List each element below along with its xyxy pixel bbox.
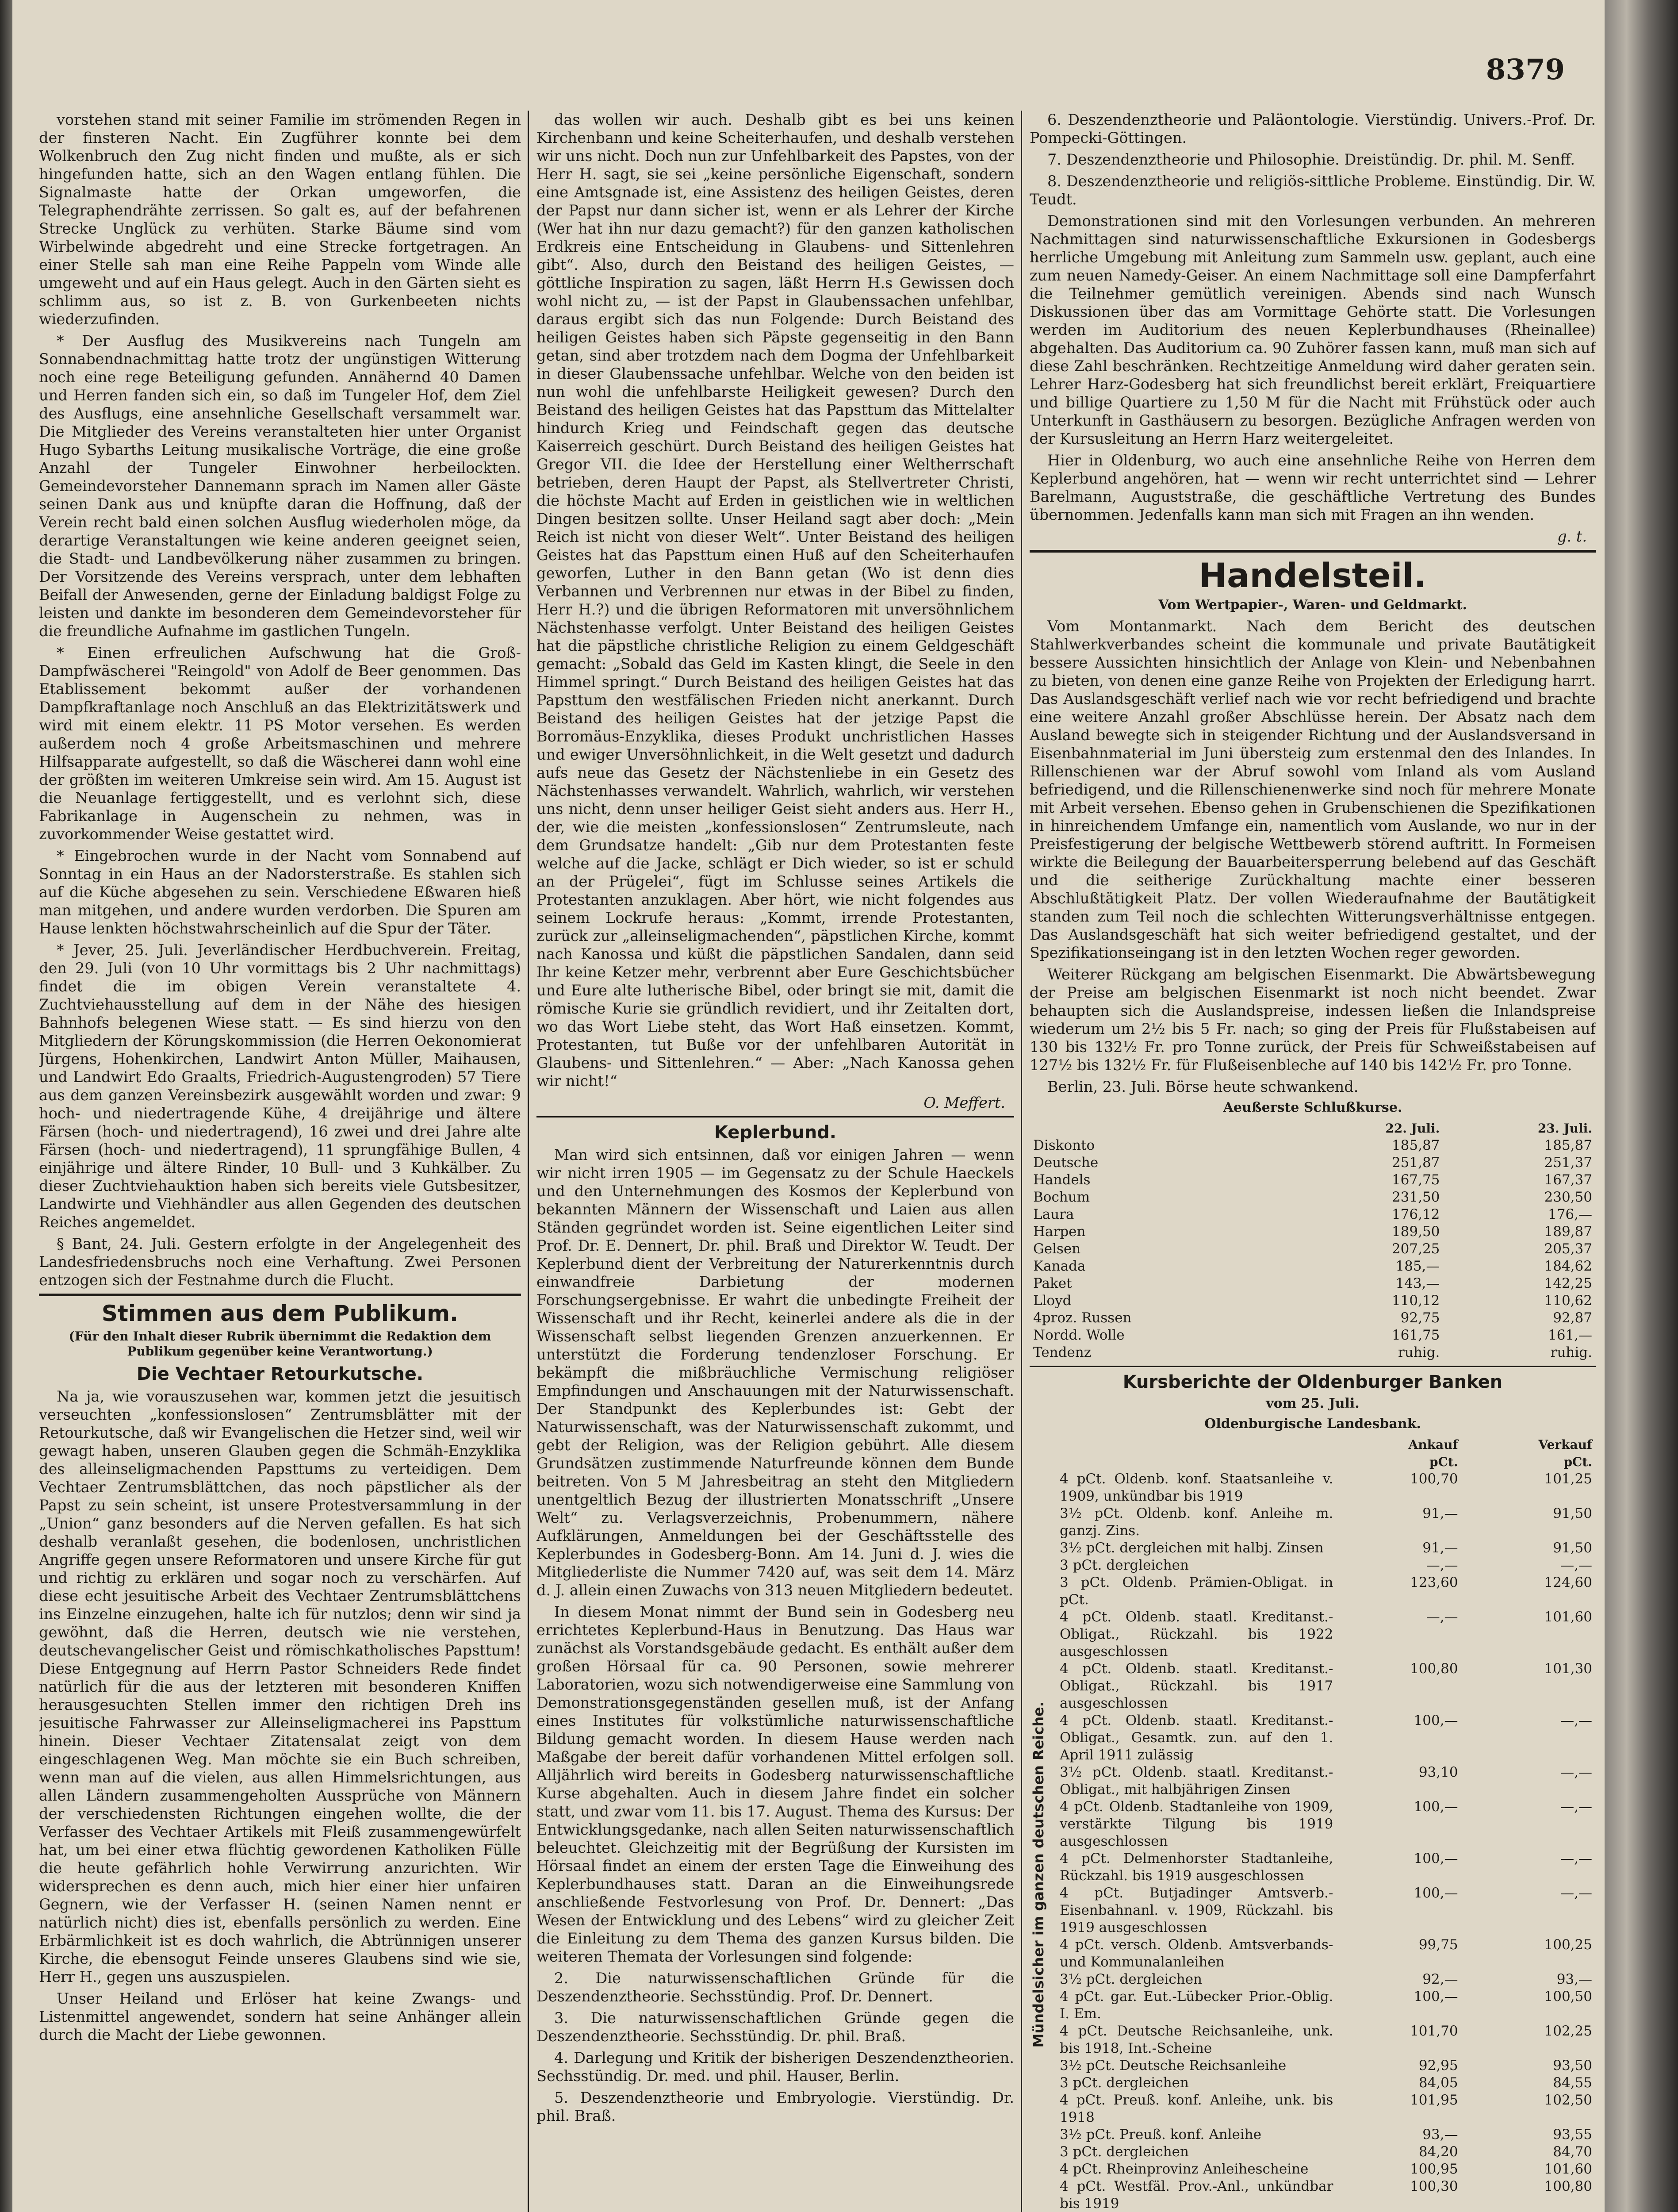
price-cell: 167,37 — [1544, 1172, 1592, 1188]
column-2 — [536, 111, 1014, 2212]
price-cell: 93,— — [1422, 2127, 1458, 2143]
security-name: Diskonto — [1033, 1137, 1095, 1153]
price-cell: 101,25 — [1544, 1471, 1592, 1487]
security-name: 3 pCt. dergleichen — [1060, 2075, 1189, 2091]
lecture-item: 4. Darlegung und Kritik der bisherigen Deszendenztheorien. Sechsstündig. Dr. med. und phil. Hauser, Berlin. — [536, 2049, 1014, 2085]
price-cell: 93,50 — [1553, 2058, 1592, 2074]
price-cell: 100,25 — [1544, 1937, 1592, 1953]
price-cell: 84,05 — [1418, 2075, 1458, 2091]
security-name: 3 pCt. Oldenb. Prämien-Obligat. in pCt. — [1060, 1575, 1333, 1608]
security-name: 3 pCt. dergleichen — [1060, 1557, 1189, 1573]
retourkutsche-text: Na ja, wie vorauszusehen war, kommen jetzt die jesuitisch verseuchten „konfessionslosen“ Zentrumsblätter mit der Retourkutsche, daß wir Evangelischen die Hetzer sind, weil wir gewagt haben, unseren Glauben gegen die Schmäh-Enzyklika des alleinseligmachenden Papsttums zu verteidigen. Dem Vechtaer Zentrumsblättchen, das noch päpstlicher als der Papst zu sein scheint, ist unsere Protestversammlung in der „Union“ ganz besonders auf die Nerven gefallen. Es hat sich deshalb veranlaßt gesehen, die bodenlosen, unchristlichen Angriffe gegen unsere Reformatoren und unsere Kirche für gut und richtig zu erklären und sogar noch zu verschärfen. Auf diese echt jesuitische Arbeit des Vechtaer Zentrumsblättchens ins Einzelne einzugehen, halte ich für nutzlos; denn wir sind ja gewöhnt, daß die Herren, deutsch wie nie verstehen, deutschevangelischer Geist und römischkatholisches Papsttum! Diese Entgegnung auf Herrn Pastor Schneiders Rede findet natürlich für die aus der letzteren mit besonderen Kniffen herausgesuchten Stellen immer den richtigen Dreh ins jesuitische Fahrwasser zur Alleinseligmacherei ins Papsttum hinein. Dieser Vechtaer Zitatensalat zeigt von dem eingeschlagenen Weg. Man möchte sie ein Buch schreiben, wenn man auf die vielen, aus allen Himmelsrichtungen, aus allen Ländern zusammengeholten Aussprüche von Männern der verschiedensten Richtungen eingehen wollte, die der Verfasser des Vechtaer Artikels mit Fleiß zusammengewürfelt hat, um bei einer etwa flüchtig gewordenen Katholiken Fülle die heute gefährlich hohle Verwirrung anzurichten. Wir widersprechen es denn auch, mich hier einer hier unfairen Gegnern, wie der Verfasser H. (seinen Namen nennt er natürlich nicht) dies ist, ebenfalls persönlich zu werden. Eine Erbärmlichkeit ist es doch wahrlich, die Abtrünnigen unserer Kirche, die ebensogut Feinde unseres Glaubens sind wie sie, Herr H., gegen uns auszuspielen. — [39, 1388, 521, 1985]
jever-article: * Jever, 25. Juli. Jeverländischer Herdbuchverein. Freitag, den 29. Juli (von 10 Uhr vormittags bis 2 Uhr nachmittags) findet die im obigen Verein veranstaltete 4. Zuchtviehausstellung auf dem in der Nähe des hiesigen Bahnhofs belegenen Wiese statt. — Es sind hierzu von den Mitgliedern der Körungskommission (die Herren Oekonomierat Jürgens, Hohenkirchen, Landwirt Anton Müller, Maihausen, und Landwirt Edo Graalts, Friedrich-Augustengroden) 57 Tiere aus dem ganzen Vereinsbezirk ausgewählt worden und zwar: 9 hoch- und niedertragende Kühe, 4 dreijährige und ältere Färsen (hoch- und niedertragend), 16 zwei und drei Jahre alte Färsen (hoch- und niedertragend), 11 sprungfähige Bullen, 4 einjährige und ältere Rinder, 10 Bull- und 3 Kuhkälber. Zu dieser Zuchtviehauktion haben sich bereits viele Gutsbesitzer, Landwirte und Viehhändler aus allen Gegenden des deutschen Reiches angemeldet. — [39, 941, 521, 1231]
table-row — [1030, 1344, 1596, 1361]
price-cell: 189,50 — [1391, 1224, 1440, 1240]
column-1 — [39, 111, 521, 2212]
price-cell: 91,— — [1422, 1540, 1458, 1556]
book-binding — [0, 0, 12, 2212]
table-row — [1056, 1574, 1596, 1609]
table-row — [1056, 1540, 1596, 1557]
price-cell: 84,20 — [1418, 2144, 1458, 2160]
table-row — [1056, 1712, 1596, 1764]
table-row — [1056, 1471, 1596, 1505]
kursberichte-date: vom 25. Juli. — [1266, 1396, 1360, 1411]
bank-name: Oldenburgische Landesbank. — [1204, 1416, 1421, 1432]
security-name: 4 pCt. Rheinprovinz Anleihescheine — [1060, 2161, 1309, 2177]
article-signature: O. Meffert. — [923, 1094, 1005, 1111]
table-row — [1056, 2092, 1596, 2126]
column-header: Ankauf pCt. — [1408, 1437, 1458, 1469]
table-row — [1030, 1171, 1596, 1189]
lecture-item: 8. Deszendenztheorie und religiös-sittliche Probleme. Einstündig. Dir. W. Teudt. — [1030, 173, 1596, 208]
table-row — [1056, 1798, 1596, 1850]
price-cell: 100,80 — [1410, 1661, 1458, 1677]
table-row — [1056, 2161, 1596, 2178]
storm-report: vorstehen stand mit seiner Familie im strömenden Regen in der finsteren Nacht. Ein Zugführer konnte bei dem Wolkenbruch den Zug nicht finden und mußte, als er sich hingefunden hatte, sich an den Wagen entlang fühlen. Die Signalmaste hatte der Orkan umgeworfen, die Telegraphendrähte zerrissen. So galt es, auf der befahrenen Strecke Unglück zu verhüten. Starke Bäume sind vom Wirbelwinde abgedreht und eine Strecke fortgetragen. An einer Stelle sah man eine Reihe Pappeln vom Winde alle umgeweht und auf ein Haus gelegt. Auch in den Gärten sieht es schlimm aus, so ist z. B. von Gurkenbeeten nichts wiederzufinden. — [39, 111, 521, 328]
column-rule — [1021, 111, 1022, 2212]
price-cell: 101,70 — [1410, 2023, 1458, 2039]
price-cell: 123,60 — [1410, 1575, 1458, 1590]
price-cell: 176,12 — [1391, 1206, 1440, 1222]
price-cell: 99,75 — [1418, 1937, 1458, 1953]
table-row — [1056, 1936, 1596, 1971]
security-name: 4 pCt. Oldenb. staatl. Kreditanst.-Obligat., Rückzahl. bis 1917 ausgeschlossen — [1060, 1661, 1333, 1711]
column-header: 23. Juli. — [1537, 1121, 1592, 1136]
price-cell: 100,95 — [1410, 2161, 1458, 2177]
security-name: 4 pCt. Preuß. konf. Anleihe, unk. bis 1918 — [1060, 2092, 1333, 2125]
waescherei-article: * Einen erfreulichen Aufschwung hat die Groß-Dampfwäscherei "Reingold" von Adolf de Beer genommen. Das Etablissement bekommt außer der vorhandenen Dampfkraftanlage noch Anschluß an das Elektrizitätswerk und wird mit einem elektr. 11 PS Motor versehen. Es werden außerdem noch 4 große Arbeitsmaschinen und mehrere Hilfsapparate aufgestellt, so daß die Wäscherei dann wohl eine der größten im weiteren Umkreise sein wird. Am 15. August ist die Neuanlage fertiggestellt, und es verlohnt sich, diese Fabrikanlage in Augenschein zu nehmen, was in zuvorkommender Weise gestattet wird. — [39, 644, 521, 843]
price-cell: 110,62 — [1544, 1293, 1592, 1309]
musikverein-article: * Der Ausflug des Musikvereins nach Tungeln am Sonnabendnachmittag hatte trotz der ungünstigen Witterung noch eine rege Beteiligung gefunden. Annähernd 40 Damen und Herren fanden sich ein, so daß im Tungeler Hof, dem Ziel des Ausflugs, eine ansehnliche Gesellschaft versammelt war. Die Mitglieder des Vereins veranstalteten hier unter Organist Hugo Sybarths Leitung musikalische Vorträge, die eine große Anzahl der Tungeler Einwohner herbeilockten. Gemeindevorsteher Dannemann sprach im Namen aller Gäste seinen Dank aus und knüpfte daran die Hoffnung, daß der Verein recht bald einen solchen Ausflug wiederholen möge, da derartige Veranstaltungen wie keine anderen geeignet seien, die Stadt- und Landbevölkerung näher zusammen zu bringen. Der Vorsitzende des Vereins versprach, unter dem lebhaften Beifall der Anwesenden, gerne der Einladung baldigst Folge zu leisten und dankte im besonderen dem Gemeindevorsteher für die freundliche Aufnahme im gastlichen Tungeln. — [39, 332, 521, 640]
page-number: 8379 — [1486, 53, 1565, 86]
security-name: 4 pCt. Deutsche Reichsanleihe, unk. bis 1918, Int.-Scheine — [1060, 2023, 1333, 2056]
security-name: 3½ pCt. Preuß. konf. Anleihe — [1060, 2127, 1262, 2143]
security-name: 4 pCt. gar. Eut.-Lübecker Prior.-Oblig. I. Em. — [1060, 1989, 1333, 2022]
price-cell: —,— — [1560, 1713, 1592, 1728]
price-cell: 101,60 — [1544, 1609, 1592, 1625]
price-cell: 161,75 — [1391, 1327, 1440, 1343]
table-row — [1056, 2023, 1596, 2057]
table-row — [1030, 1223, 1596, 1240]
price-cell: 102,50 — [1544, 2092, 1592, 2108]
security-name: Bochum — [1033, 1189, 1090, 1205]
security-name: 4 pCt. Delmenhorster Stadtanleihe, Rückzahl. bis 1919 ausgeschlossen — [1060, 1851, 1333, 1884]
price-cell: 230,50 — [1544, 1189, 1592, 1205]
security-name: Harpen — [1033, 1224, 1086, 1240]
price-cell: 100,30 — [1410, 2178, 1458, 2194]
price-cell: —,— — [1560, 1885, 1592, 1901]
price-cell: 93,55 — [1553, 2127, 1592, 2143]
security-name: 3½ pCt. dergleichen mit halbj. Zinsen — [1060, 1540, 1324, 1556]
table-row — [1056, 1885, 1596, 1936]
table-row — [1030, 1189, 1596, 1206]
price-cell: 185,87 — [1544, 1137, 1592, 1153]
table-row — [1030, 1206, 1596, 1223]
table-row — [1056, 1988, 1596, 2023]
table-row — [1030, 1240, 1596, 1258]
table-row — [1056, 1971, 1596, 1988]
newspaper-page — [12, 0, 1605, 2212]
article-signature: g. t. — [1557, 528, 1587, 545]
security-name: Gelsen — [1033, 1241, 1081, 1257]
price-cell: 251,37 — [1544, 1155, 1592, 1171]
security-name: Paket — [1033, 1275, 1072, 1291]
section-divider — [1030, 1366, 1596, 1367]
bant-article: § Bant, 24. Juli. Gestern erfolgte in der Angelegenheit des Landesfriedensbruchs noch eine Verhaftung. Zwei Personen entzogen sich der Festnahme durch die Flucht. — [39, 1235, 521, 1289]
lecture-item: 3. Die naturwissenschaftlichen Gründe gegen die Deszendenztheorie. Sechsstündig. Dr. phil. Braß. — [536, 2009, 1014, 2045]
keplerbund-text: Man wird sich entsinnen, daß vor einigen Jahren — wenn wir nicht irren 1905 — im Gegensatz zu der Schule Haeckels und den Unternehmungen des Kosmos der Keplerbund von bekannten Männern der Wissenschaft und Laien aus allen Ständen gegründet worden ist. Seine eigentlichen Leiter sind Prof. Dr. E. Dennert, Dr. phil. Braß und Direktor W. Teudt. Der Keplerbund dient der Verbreitung der Naturerkenntnis durch einwandfreie Darbietung der modernen Forschungsergebnisse. Er wahrt die unbedingte Freiheit der Wissenschaft und ihr Recht, keinerlei andere als die in der Wissenschaft selbst liegenden Grenzen anzuerkennen. Er unterstützt die Forderung tendenzloser Forschung. Er bekämpft die mißbräuchliche Vermischung religiöser Empfindungen und Anschauungen mit der Naturwissenschaft. Der Standpunkt des Keplerbundes ist: Gebt der Naturwissenschaft, was der Naturwissenschaft zukommt, und gebt der Religion, was der Religion gebührt. Alle diesem Grundsätzen zustimmende Naturfreunde können dem Bunde beitreten. Von 5 M Jahresbeitrag an steht den Mitgliedern unentgeltlich Bezug der illustrierten Monatsschrift „Unsere Welt“ zu. Verlagsverzeichnis, Probenummern, nähere Aufklärungen, Anmeldungen bei der Geschäftsstelle des Keplerbundes in Godesberg-Bonn. Am 14. Juni d. J. wies die Mitgliederliste die Nummer 7420 auf, was seit dem 14. März d. J. allein einen Zuwachs von 313 neuen Mitgliedern bedeutet. — [536, 1146, 1014, 1599]
handelsteil-heading: Handelsteil. — [1199, 556, 1427, 595]
price-cell: 185,— — [1395, 1258, 1440, 1274]
security-name: 4 pCt. Oldenb. staatl. Kreditanst.-Obligat., Gesamtk. zun. auf den 1. April 1911 zulässig — [1060, 1713, 1333, 1763]
price-cell: —,— — [1560, 1557, 1592, 1573]
column-header: Verkauf pCt. — [1538, 1437, 1592, 1469]
kursberichte-heading: Kursberichte der Oldenburger Banken — [1122, 1372, 1503, 1392]
price-cell: —,— — [1426, 1557, 1458, 1573]
price-cell: 100,— — [1414, 1713, 1458, 1728]
table-row — [1030, 1154, 1596, 1171]
eisenmarkt-article: Weiterer Rückgang am belgischen Eisenmarkt. Die Abwärtsbewegung der Preise am belgischen Eisenmarkt ist noch nicht beendet. Zwar behaupten sich die Auslandspreise, indessen ließen die Inlandspreise wiederum um 2½ bis 5 Fr. nach; so ging der Preis für Flußstabeisen auf 130 bis 132½ Fr. pro Tonne zurück, der Preis für Schweißstabeisen auf 127½ bis 132½ Fr. für Flußeisenbleche auf 140 bis 142½ Fr. pro Tonne. — [1030, 966, 1596, 1074]
security-name: Handels — [1033, 1172, 1091, 1188]
column-header: 22. Juli. — [1385, 1121, 1440, 1136]
price-cell: 91,— — [1422, 1505, 1458, 1521]
price-cell: —,— — [1560, 1851, 1592, 1866]
table-row — [1056, 2074, 1596, 2092]
muendelsicher-label: Mündelsicher im ganzen deutschen Reiche. — [1030, 1701, 1047, 2048]
security-name: 4 pCt. Oldenb. Stadtanleihe von 1909, verstärkte Tilgung bis 1919 ausgeschlossen — [1060, 1799, 1333, 1849]
publikum-heading: Stimmen aus dem Publikum. — [101, 1301, 459, 1326]
table-row — [1056, 1850, 1596, 1885]
price-cell: 100,— — [1414, 1851, 1458, 1866]
price-cell: 100,50 — [1544, 1989, 1592, 2005]
einbruch-article: * Eingebrochen wurde in der Nacht vom Sonnabend auf Sonntag in ein Haus an der Nadorsterstraße. Es stahlen sich auf die Küche abgesehen zu sein. Verschiedene Eßwaren hieß man mitgehen, und andere wurden verdorben. Die Spuren am Hause lenkten höchstwahrscheinlich auf die Spur der Täter. — [39, 847, 521, 937]
table-row — [1030, 1137, 1596, 1154]
security-name: 3½ pCt. Oldenb. konf. Anleihe m. ganzj. Zins. — [1060, 1505, 1333, 1539]
security-name: Tendenz — [1033, 1344, 1092, 1360]
page-edge — [1605, 0, 1678, 2212]
keplerbund-text: Demonstrationen sind mit den Vorlesungen verbunden. An mehreren Nachmittagen sind naturwissenschaftliche Exkursionen in Godesbergs herrliche Umgebung mit Anleitung zum Sammeln usw. geplant, auch eine zum neuen Namedy-Geiser. An einem Nachmittage soll eine Dampferfahrt die Teilnehmer gemütlich vereinigen. Abends sind nach Wunsch Diskussionen über das am Vormittage Gehörte statt. Die Vorlesungen werden im Auditorium des neuen Keplerbundhauses (Rheinallee) abgehalten. Das Auditorium ca. 90 Zuhörer fassen kann, muß man sich auf diese Zahl beschränken. Rechtzeitige Anmeldung wird daher geraten sein. Lehrer Harz-Godesberg hat sich freundlichst bereit erklärt, Freiquartiere und billige Quartiere zu 1,50 M für die Nacht mit Frühstück oder auch Unterkunft in Gasthäusern zu besorgen. Bezügliche Anfragen werden von der Kursusleitung an Herrn Harz weitergeleitet. — [1030, 212, 1596, 447]
section-divider — [1030, 550, 1596, 553]
table-row — [1030, 1258, 1596, 1275]
publikum-disclaimer: (Für den Inhalt dieser Rubrik übernimmt die Redaktion dem Publikum gegenüber keine Verantwortung.) — [69, 1329, 491, 1359]
price-cell: 100,— — [1414, 1989, 1458, 2005]
price-cell: 92,95 — [1418, 2058, 1458, 2074]
security-name: 4 pCt. Westfäl. Prov.-Anl., unkündbar bis 1919 — [1060, 2178, 1333, 2212]
price-cell: 176,— — [1548, 1206, 1592, 1222]
table-row — [1056, 1505, 1596, 1540]
security-name: Lloyd — [1033, 1293, 1072, 1309]
handelsteil-subheading: Vom Wertpapier-, Waren- und Geldmarkt. — [1158, 597, 1467, 613]
price-cell: —,— — [1560, 1799, 1592, 1815]
table-row — [1056, 2178, 1596, 2212]
schlusskurse-heading: Aeußerste Schlußkurse. — [1223, 1100, 1402, 1115]
table-row — [1030, 1275, 1596, 1292]
security-name: 4 pCt. Oldenb. konf. Staatsanleihe v. 1909, unkündbar bis 1919 — [1060, 1471, 1333, 1504]
price-cell: 110,12 — [1391, 1293, 1440, 1309]
price-cell: 100,80 — [1544, 2178, 1592, 2194]
price-cell: 101,60 — [1544, 2161, 1592, 2177]
table-row — [1056, 1609, 1596, 1660]
price-cell: 184,62 — [1544, 1258, 1592, 1274]
security-name: 3½ pCt. dergleichen — [1060, 1971, 1203, 1987]
table-row — [1056, 2143, 1596, 2161]
price-cell: 100,— — [1414, 1799, 1458, 1815]
price-cell: 93,— — [1556, 1971, 1592, 1987]
kursberichte-table — [1056, 1436, 1596, 2212]
price-cell: 142,25 — [1544, 1275, 1592, 1291]
table-row — [1030, 1327, 1596, 1344]
price-cell: 101,30 — [1544, 1661, 1592, 1677]
price-cell: —,— — [1426, 1609, 1458, 1625]
security-name: 4proz. Russen — [1033, 1310, 1132, 1326]
price-cell: 84,55 — [1553, 2075, 1592, 2091]
price-cell: ruhig. — [1398, 1344, 1440, 1360]
price-cell: 102,25 — [1544, 2023, 1592, 2039]
table-row — [1056, 1660, 1596, 1712]
security-name: Deutsche — [1033, 1155, 1099, 1171]
security-name: 4 pCt. Butjadinger Amtsverb.-Eisenbahnanl. v. 1909, Rückzahl. bis 1919 ausgeschlossen — [1060, 1885, 1333, 1936]
price-cell: 92,75 — [1400, 1310, 1440, 1326]
keplerbund-text: Hier in Oldenburg, wo auch eine ansehnliche Reihe von Herren dem Keplerbund angehören, hat — wenn wir recht unterrichtet sind — Lehrer Barelmann, Auguststraße, die geschäftliche Vertretung des Bundes übernommen. Jedenfalls kann man sich mit Fragen an ihn wenden. — [1030, 452, 1596, 523]
security-name: 4 pCt. versch. Oldenb. Amtsverbands- und Kommunalanleihen — [1060, 1937, 1333, 1970]
price-cell: 185,87 — [1391, 1137, 1440, 1153]
column-3 — [1030, 111, 1596, 2212]
table-row — [1056, 2126, 1596, 2143]
security-name: Nordd. Wolle — [1033, 1327, 1125, 1343]
security-name: Laura — [1033, 1206, 1074, 1222]
price-cell: 143,— — [1395, 1275, 1440, 1291]
table-row — [1056, 1557, 1596, 1574]
price-cell: —,— — [1560, 1764, 1592, 1780]
retourkutsche-text-end: Unser Heiland und Erlöser hat keine Zwangs- und Listenmittel angewendet, sondern hat seine Anhänger allein durch die Macht der Liebe gewonnen. — [39, 1990, 521, 2043]
table-row — [1056, 1764, 1596, 1798]
price-cell: 91,50 — [1553, 1505, 1592, 1521]
security-name: 3½ pCt. Oldenb. staatl. Kreditanst.-Obligat., mit halbjährigen Zinsen — [1060, 1764, 1333, 1797]
table-row — [1056, 2057, 1596, 2074]
price-cell: 84,70 — [1553, 2144, 1592, 2160]
schlusskurse-table — [1030, 1120, 1596, 1361]
price-cell: 92,87 — [1553, 1310, 1592, 1326]
section-divider — [39, 1294, 521, 1296]
security-name: 3 pCt. dergleichen — [1060, 2144, 1189, 2160]
lecture-item: 7. Deszendenztheorie und Philosophie. Dreistündig. Dr. phil. M. Senff. — [1047, 151, 1575, 168]
lecture-item: 5. Deszendenztheorie und Embryologie. Vierstündig. Dr. phil. Braß. — [536, 2089, 1014, 2124]
retourkutsche-heading: Die Vechtaer Retourkutsche. — [136, 1364, 424, 1384]
price-cell: 251,87 — [1391, 1155, 1440, 1171]
security-name: 4 pCt. Oldenb. staatl. Kreditanst.-Obligat., Rückzahl. bis 1922 ausgeschlossen — [1060, 1609, 1333, 1659]
security-name: 3½ pCt. Deutsche Reichsanleihe — [1060, 2058, 1287, 2074]
table-row — [1030, 1292, 1596, 1310]
keplerbund-heading: Keplerbund. — [714, 1122, 837, 1143]
price-cell: 161,— — [1548, 1327, 1592, 1343]
price-cell: 92,— — [1422, 1971, 1458, 1987]
price-cell: 101,95 — [1410, 2092, 1458, 2108]
price-cell: 207,25 — [1391, 1241, 1440, 1257]
section-divider — [536, 1116, 1014, 1118]
lecture-item: 2. Die naturwissenschaftlichen Gründe für die Deszendenztheorie. Sechsstündig. Prof. Dr. Dennert. — [536, 1970, 1014, 2005]
montanmarkt-article: Vom Montanmarkt. Nach dem Bericht des deutschen Stahlwerkverbandes scheint die kommunale und private Bautätigkeit bessere Aussichten hinsichtlich der Anlage von Klein- und Nebenbahnen zu bieten, von denen eine ganze Reihe von Projekten der Erledigung harrt. Das Auslandsgeschäft verlief nach wie vor recht befriedigend und brachte eine weitere Anzahl großer Abschlüsse herein. Der Absatz nach dem Ausland bewegte sich in steigender Richtung und der Auslandsversand in Eisenbahnmaterial im Juni übersteig zum erstenmal den des Inlandes. In Rillenschienen war der Abruf sowohl vom Inland als vom Ausland befriedigend, und die Rillenschienenwerke sind noch für mehrere Monate mit Arbeit versehen. Ebenso gehen in Grubenschienen die Spezifikationen in hinreichendem Umfange ein, namentlich vom Auslande, wo nur in der Preisfestigerung der belgische Wettbewerb störend auftritt. In Formeisen wirkte die Beilegung der Bauarbeitersperrung belebend auf das Geschäft und die seitherige Zurückhaltung machte einer besseren Abschlußtätigkeit Platz. Der vollen Wiederaufnahme der Bautätigkeit standen zum Teil noch die schlechten Witterungsverhältnisse entgegen. Das Auslandsgeschäft hat sich weiter befriedigend gestaltet, und der Spezifikationseingang ist in den letzten Wochen reger geworden. — [1030, 618, 1596, 961]
price-cell: 205,37 — [1544, 1241, 1592, 1257]
table-row — [1030, 1310, 1596, 1327]
price-cell: 167,75 — [1391, 1172, 1440, 1188]
price-cell: 100,70 — [1410, 1471, 1458, 1487]
lecture-item: 6. Deszendenztheorie und Paläontologie. Vierstündig. Univers.-Prof. Dr. Pompecki-Göttingen. — [1030, 111, 1596, 146]
boerse-headline: Berlin, 23. Juli. Börse heute schwankend. — [1047, 1078, 1359, 1095]
security-name: Kanada — [1033, 1258, 1086, 1274]
price-cell: 93,10 — [1418, 1764, 1458, 1780]
price-cell: 189,87 — [1544, 1224, 1592, 1240]
retourkutsche-continued: das wollen wir auch. Deshalb gibt es bei uns keinen Kirchenbann und keine Scheiterhaufen, und deshalb verstehen wir uns nicht. Doch nun zur Unfehlbarkeit des Papstes, von der Herr H. sagt, sie sei „keine persönliche Eigenschaft, sondern eine Amtsgnade ist, eine Assistenz des heiligen Geistes, deren der Papst nur dann sicher ist, wenn er als Lehrer der Kirche (Wer hat ihn nur dazu gemacht?) für den ganzen katholischen Erdkreis eine Entscheidung in Glaubens- und Sittenlehren gibt“. Also, durch den Beistand des heiligen Geistes, — göttliche Inspiration zu sagen, läßt Herrn H.s Gewissen doch wohl nicht zu, — ist der Papst in Glaubenssachen unfehlbar, daraus ergibt sich das nun Folgende: Durch Beistand des heiligen Geistes haben sich Päpste gegenseitig in den Bann getan, sind aber trotzdem nach dem Dogma der Unfehlbarkeit in dieser Glaubenssache unfehlbar. Welche von den beiden ist nun wohl die unfehlbarste Heiligkeit gewesen? Durch den Beistand des heiligen Geistes hat das Papsttum das Mittelalter hindurch Krieg und Feindschaft gegen das deutsche Kaiserreich geschürt. Durch Beistand des heiligen Geistes hat Gregor VII. die Idee der Herstellung einer Weltherrschaft betrieben, deren Haupt der Papst, als Stellvertreter Christi, die höchste Macht auf Erden in geistlichen wie in weltlichen Dingen besitzen sollte. Unser Heiland sagt aber doch: „Mein Reich ist nicht von dieser Welt“. Unter Beistand des heiligen Geistes hat das Papsttum einen Huß auf den Scheiterhaufen geworfen, Luther in den Bann getan (Wo ist denn dies Verbannen und Verbrennen nur etwas in der Bibel zu finden, Herr H.?) und die übrigen Reformatoren mit unversöhnlichem Nächstenhasse verfolgt. Unter Beistand des heiligen Geistes hat die päpstliche christliche Religion zu einem Geldgeschäft gemacht: „Sobald das Geld im Kasten klingt, die Seele in den Himmel springt.“ Durch Beistand des heiligen Geistes hat das Papsttum den westfälischen Frieden nicht anerkannt. Durch Beistand des heiligen Geistes hat der jetzige Papst die Borromäus-Enzyklika, dieses Produkt unchristlichen Hasses und ewiger Unversöhnlichkeit, in die Welt gesetzt und dadurch aufs neue das Gesetz der Nächstenliebe in ein Gesetz des Nächstenhasses verwandelt. Wahrlich, wahrlich, wir verstehen uns nicht, denn unser heiliger Geist sieht anders aus. Herr H., der, wie die meisten „konfessionslosen“ Zentrumsleute, nach dem Grundsatze handelt: „Gib nur dem Protestanten feste welche auf die Jacke, schlägt er Dich wieder, so ist er schuld an der Prügelei“, fügt im Schlusse seines Artikels die Protestanten anzuklagen. Aber hört, wie nicht folgendes aus seinem Lockrufe heraus: „Kommt, irrende Protestanten, zurück zur „alleinseligmachenden“, päpstlichen Kirche, kommt nach Kanossa und küßt die päpstlichen Sandalen, dann seid Ihr keine Ketzer mehr, verbrennt aber Eure Geschichtsbücher und Eure alte lutherische Bibel, oder bringt sie mit, damit die römische Kurie sie gründlich revidiert, und ihr Zeitalten dort, wo das Wort Liebe steht, das Wort Haß einsetzen. Kommt, Protestanten, tut Buße vor der unfehlbaren Autorität in Glaubens- und Sittenlehren.“ — Aber: „Nach Kanossa gehen wir nicht!“ — [536, 111, 1014, 1090]
price-cell: 231,50 — [1391, 1189, 1440, 1205]
price-cell: 124,60 — [1544, 1575, 1592, 1590]
price-cell: ruhig. — [1550, 1344, 1592, 1360]
price-cell: 91,50 — [1553, 1540, 1592, 1556]
price-cell: 100,— — [1414, 1885, 1458, 1901]
keplerbund-text: In diesem Monat nimmt der Bund sein in Godesberg neu errichtetes Keplerbund-Haus in Benutzung. Das Haus war zunächst als Vorstandsgebäude gedacht. Es enthält außer dem großen Hörsaal für ca. 90 Personen, sowie mehrerer Laboratorien, wozu sich notwendigerweise eine Sammlung von Demonstrationsgegenständen gesellen muß, ist der Anfang eines Institutes für volkstümliche naturwissenschaftliche Bildung gemacht worden. In diesem Hause werden nach Maßgabe der bereit dafür vorhandenen Mittel erfolgen soll. Alljährlich wird bereits in Godesberg naturwissenschaftliche Kurse abgehalten. Auch in diesem Jahre findet ein solcher statt, und zwar vom 11. bis 17. August. Thema des Kursus: Der Entwicklungsgedanke, nach allen Seiten naturwissenschaftlich beleuchtet. Gleichzeitig mit der Begrüßung der Kursisten im Hörsaal findet an einem der ersten Tage die Einweihung des Keplerbundhauses statt. Daran an die Einweihungsrede anschließende Festvorlesung von Prof. Dr. Dennert: „Das Wesen der Entwicklung und des Lebens“ wird zu gleicher Zeit die Einleitung zu dem Thema des ganzen Kursus bilden. Die weiteren Themata der Vorlesungen sind folgende: — [536, 1603, 1014, 1965]
column-rule — [528, 111, 529, 2212]
kursberichte-block — [1030, 1436, 1596, 2212]
